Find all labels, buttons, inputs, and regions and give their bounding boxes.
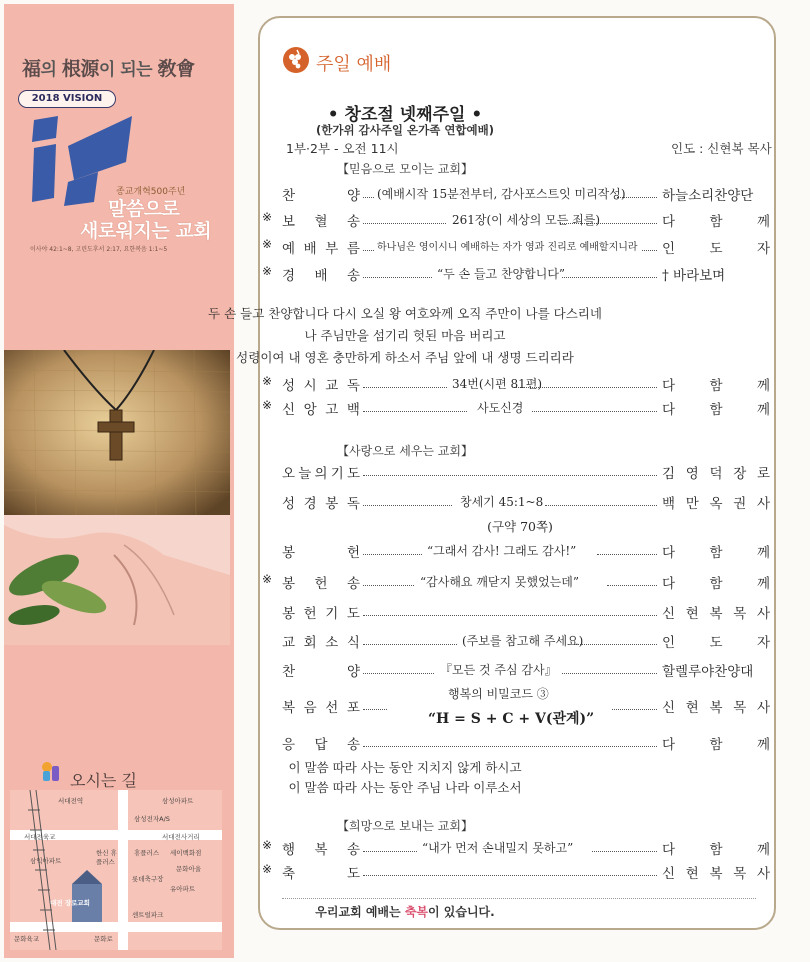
- worship-item-person: 김 영 덕 장 로: [662, 466, 770, 482]
- lyrics-line: 성령이여 내 영혼 충만하게 하소서 주님 앞에 내 생명 드리리라: [236, 350, 574, 365]
- dot-leader: [562, 272, 657, 278]
- worship-item-person: 다 함 께: [662, 545, 770, 561]
- theme-line: 말씀으로: [108, 198, 180, 220]
- worship-item-name: 찬 양: [282, 188, 360, 204]
- dot-leader: [363, 846, 417, 852]
- worship-item-name: 보 혈 송: [282, 214, 360, 230]
- worship-item-name: 봉 헌 기 도: [282, 606, 360, 622]
- worship-row: [262, 631, 772, 653]
- section-heading: 【믿음으로 모이는 교회】: [337, 162, 473, 176]
- worship-item-name: 봉 헌: [282, 545, 360, 561]
- worship-item-name: 찬 양: [282, 664, 360, 680]
- worship-item-detail: 창세기 45:1~8: [460, 495, 544, 509]
- stand-marker: ※: [262, 862, 273, 876]
- worship-row: [262, 210, 772, 232]
- service-time: 1부·2부 - 오전 11시: [286, 141, 399, 156]
- map-label: 문화로: [94, 935, 113, 943]
- dot-leader: [363, 192, 374, 198]
- worship-row: [262, 374, 772, 396]
- dot-leader: [363, 470, 657, 476]
- directions-map: [10, 790, 222, 950]
- dot-leader: [642, 245, 657, 251]
- worship-item-person: 다 함 께: [662, 378, 770, 394]
- worship-row: [262, 462, 772, 484]
- worship-item-person: 다 함 께: [662, 214, 770, 230]
- worship-row: [262, 264, 772, 286]
- worship-item-person: 하늘소리찬양단: [662, 188, 754, 204]
- map-label: 문화육교: [14, 935, 40, 943]
- map-label: 대전 장로교회: [50, 899, 90, 907]
- page-title: 주일 예배: [316, 54, 392, 75]
- worship-item-detail: 34번(시편 81편): [452, 377, 543, 391]
- worship-item-name: 교 회 소 식: [282, 635, 360, 651]
- map-label: 서대전사거리: [162, 833, 200, 841]
- map-label: 한신 휴플러스: [96, 849, 117, 866]
- worship-item-person: 다 함 께: [662, 402, 770, 418]
- worship-row: [262, 572, 772, 594]
- dot-leader: [562, 668, 657, 674]
- worship-item-person: 인 도 자: [662, 241, 770, 257]
- worship-item-person: 백 만 옥 권 사: [662, 496, 770, 512]
- stand-marker: ※: [262, 398, 273, 412]
- dot-leader: [363, 218, 446, 224]
- footer-text: 우리교회 예배는: [315, 905, 405, 919]
- slogan-part: 敎會: [157, 58, 195, 80]
- worship-item-detail: “그래서 감사! 그래도 감사!”: [427, 544, 577, 558]
- slogan-part: 의: [40, 60, 62, 80]
- dot-leader: [532, 406, 657, 412]
- dot-leader: [545, 500, 657, 506]
- cross-photo: [4, 350, 230, 515]
- dot-leader: [607, 580, 657, 586]
- sermon-formula: “H = S + C + V(관계)”: [428, 711, 595, 727]
- dot-leader: [363, 500, 452, 506]
- slogan-part: 根源: [61, 58, 99, 80]
- dot-leader: [363, 245, 374, 251]
- map-label: 삼성아파트: [162, 797, 194, 805]
- map-label: 세이백화점: [170, 849, 202, 857]
- footer-text: 이 있습니다.: [428, 905, 495, 919]
- worship-item-name: 복 음 선 포: [282, 700, 360, 716]
- worship-item-detail: “두 손 들고 찬양합니다”: [437, 267, 566, 281]
- worship-row: [262, 862, 772, 884]
- dot-leader: [363, 580, 414, 586]
- dot-leader: [363, 741, 657, 747]
- dot-leader: [363, 272, 432, 278]
- worship-item-name: 봉 헌 송: [282, 576, 360, 592]
- map-label: 서대전역: [58, 797, 84, 805]
- worship-item-name: 오 늘 의 기 도: [282, 466, 360, 482]
- map-label: 삼성전자A/S: [134, 815, 170, 823]
- worship-item-name: 응 답 송: [282, 737, 360, 753]
- dot-leader: [597, 549, 657, 555]
- section-heading: 【희망으로 보내는 교회】: [337, 819, 473, 833]
- worship-row: [262, 733, 772, 755]
- dot-leader: [592, 846, 657, 852]
- worship-row: [262, 398, 772, 420]
- map-label: 유아파트: [170, 885, 196, 893]
- service-subtitle: (한가위 감사주일 온가족 연합예배): [315, 123, 495, 137]
- vision-badge: 2018 VISION: [18, 90, 116, 108]
- dot-leader: [612, 704, 657, 710]
- worship-row: [262, 541, 772, 563]
- footer-emphasis: 축복: [404, 905, 428, 919]
- worship-row: [262, 184, 772, 206]
- worship-row: [262, 237, 772, 259]
- worship-item-name: 행 복 송: [282, 842, 360, 858]
- slogan-part: 福: [22, 58, 41, 80]
- worship-item-name: 축 도: [282, 866, 360, 882]
- stand-marker: ※: [262, 374, 273, 388]
- worship-item-name: 성 경 봉 독: [282, 496, 360, 512]
- directions-title: 오시는 길: [70, 771, 137, 790]
- worship-item-person: 인 도 자: [662, 635, 770, 651]
- worship-item-name: 예 배 부 름: [282, 241, 360, 257]
- dot-leader: [363, 704, 387, 710]
- worship-item-person: † 바라보며: [662, 268, 726, 284]
- dot-leader: [363, 549, 422, 555]
- worship-item-name: 경 배 송: [282, 268, 360, 284]
- worship-item-detail: 261장(이 세상의 모든 죄를): [452, 213, 601, 227]
- lyrics-line: 이 말씀 따라 사는 동안 주님 나라 이루소서: [288, 780, 522, 795]
- worship-item-detail: 사도신경: [477, 401, 524, 415]
- worship-item-person: 신 현 복 목 사: [662, 606, 770, 622]
- grape-icon: [282, 46, 310, 74]
- worship-item-detail: 『모든 것 주심 감사』: [440, 663, 557, 677]
- church-slogan: [22, 54, 195, 81]
- divider: [282, 898, 756, 899]
- dot-leader: [363, 639, 457, 645]
- stand-marker: ※: [262, 210, 273, 224]
- slogan-part: 이 되는: [98, 60, 158, 80]
- reading-note: (구약 70쪽): [487, 519, 553, 534]
- worship-item-name: 신 앙 고 백: [282, 402, 360, 418]
- footer-message: [0, 903, 810, 920]
- vision-theme: [80, 198, 211, 242]
- lyrics-line: 나 주님만을 섬기리 헛된 마음 버리고: [304, 328, 506, 343]
- map-label: 서대전육교: [24, 833, 56, 841]
- worship-item-person: 신 현 복 목 사: [662, 700, 770, 716]
- worship-item-detail: 하나님은 영이시니 예배하는 자가 영과 진리로 예배할지니라: [377, 242, 638, 253]
- map-label: 롯데축구장: [132, 875, 164, 883]
- worship-item-detail: “감사해요 깨닫지 못했었는데”: [420, 575, 580, 589]
- theme-line: 새로워지는 교회: [80, 220, 212, 242]
- dot-leader: [363, 668, 434, 674]
- worship-item-detail: “내가 먼저 손내밀지 못하고”: [422, 841, 574, 855]
- dot-leader: [363, 406, 467, 412]
- worship-item-person: 다 함 께: [662, 842, 770, 858]
- stand-marker: ※: [262, 264, 273, 278]
- map-label: 센트럴파크: [132, 911, 164, 919]
- anniversary-label: 종교개혁500주년: [116, 187, 186, 197]
- map-label: 휴플러스: [134, 849, 160, 857]
- dot-leader: [574, 639, 657, 645]
- service-title: • 창조절 넷째주일 •: [327, 105, 483, 125]
- worship-item-detail: (주보를 참고해 주세요): [462, 634, 584, 648]
- worship-item-person: 다 함 께: [662, 737, 770, 753]
- worship-item-person: 할렐루야찬양대: [662, 664, 754, 680]
- stand-marker: ※: [262, 237, 273, 251]
- stand-marker: ※: [262, 838, 273, 852]
- service-leader: 인도 : 신현복 목사: [671, 141, 772, 156]
- worship-item-detail: 행복의 비밀코드 ③: [448, 687, 549, 701]
- worship-item-person: 다 함 께: [662, 576, 770, 592]
- worship-row: [262, 492, 772, 514]
- theme-verse: 이사야 42:1~8, 고린도후서 2:17, 요한복음 1:1~5: [30, 246, 168, 253]
- worship-row: [262, 660, 772, 682]
- worship-item-person: 신 현 복 목 사: [662, 866, 770, 882]
- stand-marker: ※: [262, 572, 273, 586]
- map-label: 삼익아파트: [30, 857, 62, 865]
- dot-leader: [363, 382, 447, 388]
- worship-row: [262, 838, 772, 860]
- dot-leader: [363, 610, 657, 616]
- worship-row: [262, 602, 772, 624]
- lyrics-line: 이 말씀 따라 사는 동안 지치지 않게 하시고: [288, 760, 522, 775]
- section-heading: 【사랑으로 세우는 교회】: [337, 444, 473, 458]
- lyrics-line: 두 손 들고 찬양합니다 다시 오실 왕 여호와께 오직 주만이 나를 다스리네: [208, 306, 602, 321]
- map-label: 문화아울: [176, 865, 202, 873]
- worship-item-name: 성 시 교 독: [282, 378, 360, 394]
- dot-leader: [363, 870, 657, 876]
- worship-item-detail: (예배시작 15분전부터, 감사포스트잇 미리작성): [377, 187, 626, 201]
